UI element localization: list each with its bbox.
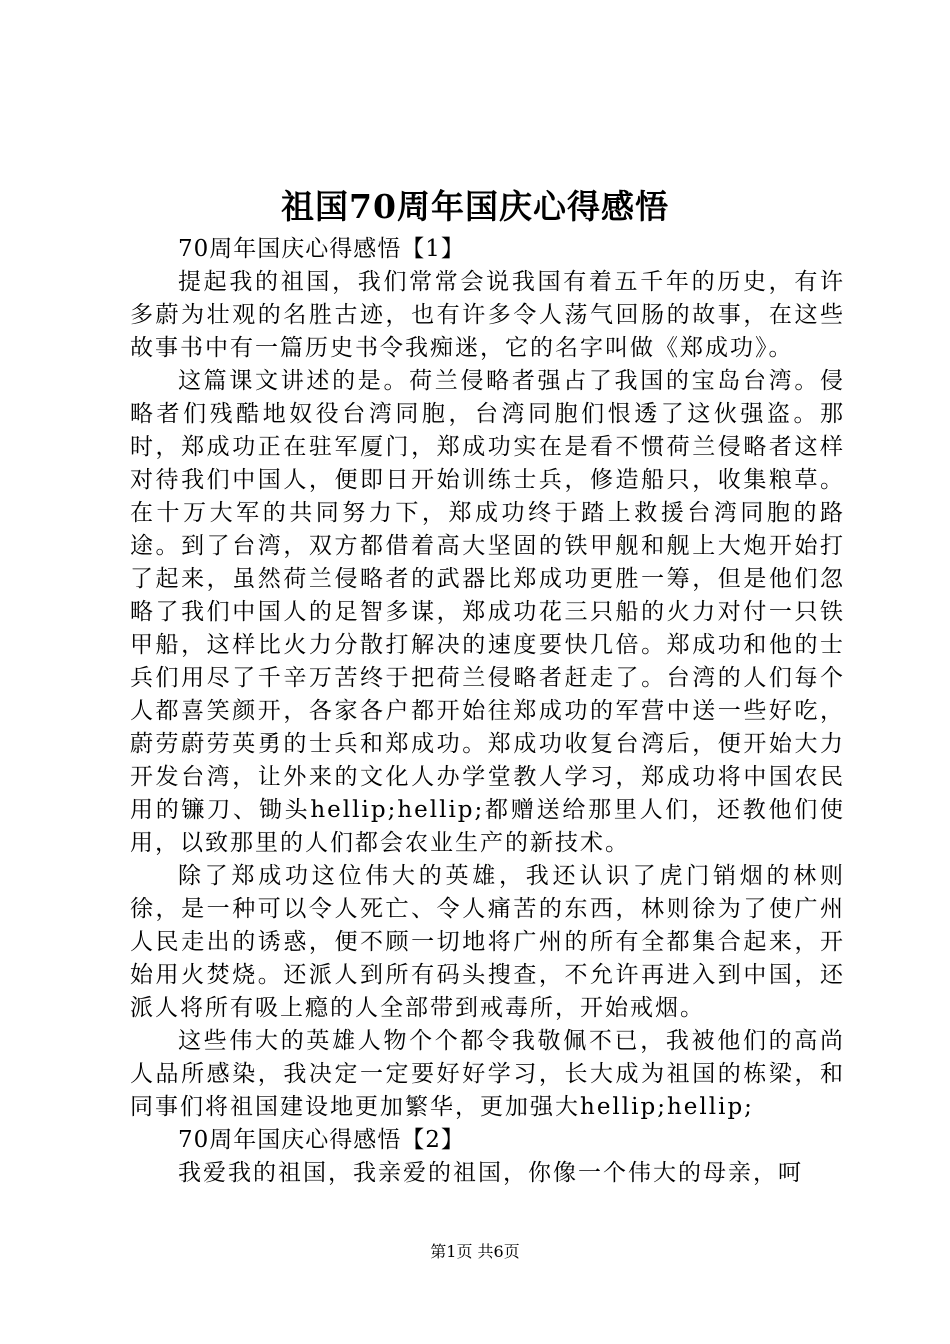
paragraph: 我爱我的祖国，我亲爱的祖国，你像一个伟大的母亲，呵 [178, 1160, 803, 1186]
paragraph: 除了郑成功这位伟大的英雄，我还认识了虎门销烟的林则徐，是一种可以令人死亡、令人痛苦的东西，林则徐为了使广州人民走出的诱惑，便不顾一切地将广州的所有全都集合起来，开始用火焚烧。还派人到所有码头搜查，不允许再进入到中国，还派人将所有吸上瘾的人全部带到戒毒所，开始戒烟。 [130, 863, 845, 1021]
section-heading-1: 70周年国庆心得感悟【1】 [178, 236, 465, 262]
document-title: 祖国70周年国庆心得感悟 [281, 187, 669, 226]
paragraph: 这篇课文讲述的是。荷兰侵略者强占了我国的宝岛台湾。侵略者们残酷地奴役台湾同胞，台湾同胞们恨透了这伙强盗。那时，郑成功正在驻军厦门，郑成功实在是看不惯荷兰侵略者这样对待我们中国人，便即日开始训练士兵，修造船只，收集粮草。在十万大军的共同努力下，郑成功终于踏上救援台湾同胞的路途。到了台湾，双方都借着高大坚固的铁甲舰和舰上大炮开始打了起来，虽然荷兰侵略者的武器比郑成功更胜一筹，但是他们忽略了我们中国人的足智多谋，郑成功花三只船的火力对付一只铁甲船，这样比火力分散打解决的速度要快几倍。郑成功和他的士兵们用尽了千辛万苦终于把荷兰侵略者赶走了。台湾的人们每个人都喜笑颜开，各家各户都开始往郑成功的军营中送一些好吃，蔚劳蔚劳英勇的士兵和郑成功。郑成功收复台湾后，便开始大力开发台湾，让外来的文化人办学堂教人学习，郑成功将中国农民用的镰刀、锄头hellip;hellip;都赠送给那里人们，还教他们使用，以致那里的人们都会农业生产的新技术。 [130, 368, 845, 856]
document-body [130, 233, 845, 1190]
page-footer: 第1页 共6页 [430, 1242, 520, 1261]
section-heading-2: 70周年国庆心得感悟【2】 [178, 1127, 465, 1153]
paragraph: 这些伟大的英雄人物个个都令我敬佩不已，我被他们的高尚人品所感染，我决定一定要好好学习，长大成为祖国的栋梁，和同事们将祖国建设地更加繁华，更加强大hellip;hellip; [130, 1028, 845, 1120]
paragraph: 提起我的祖国，我们常常会说我国有着五千年的历史，有许多蔚为壮观的名胜古迹，也有许多令人荡气回肠的故事，在这些故事书中有一篇历史书令我痴迷，它的名字叫做《郑成功》。 [130, 269, 845, 361]
